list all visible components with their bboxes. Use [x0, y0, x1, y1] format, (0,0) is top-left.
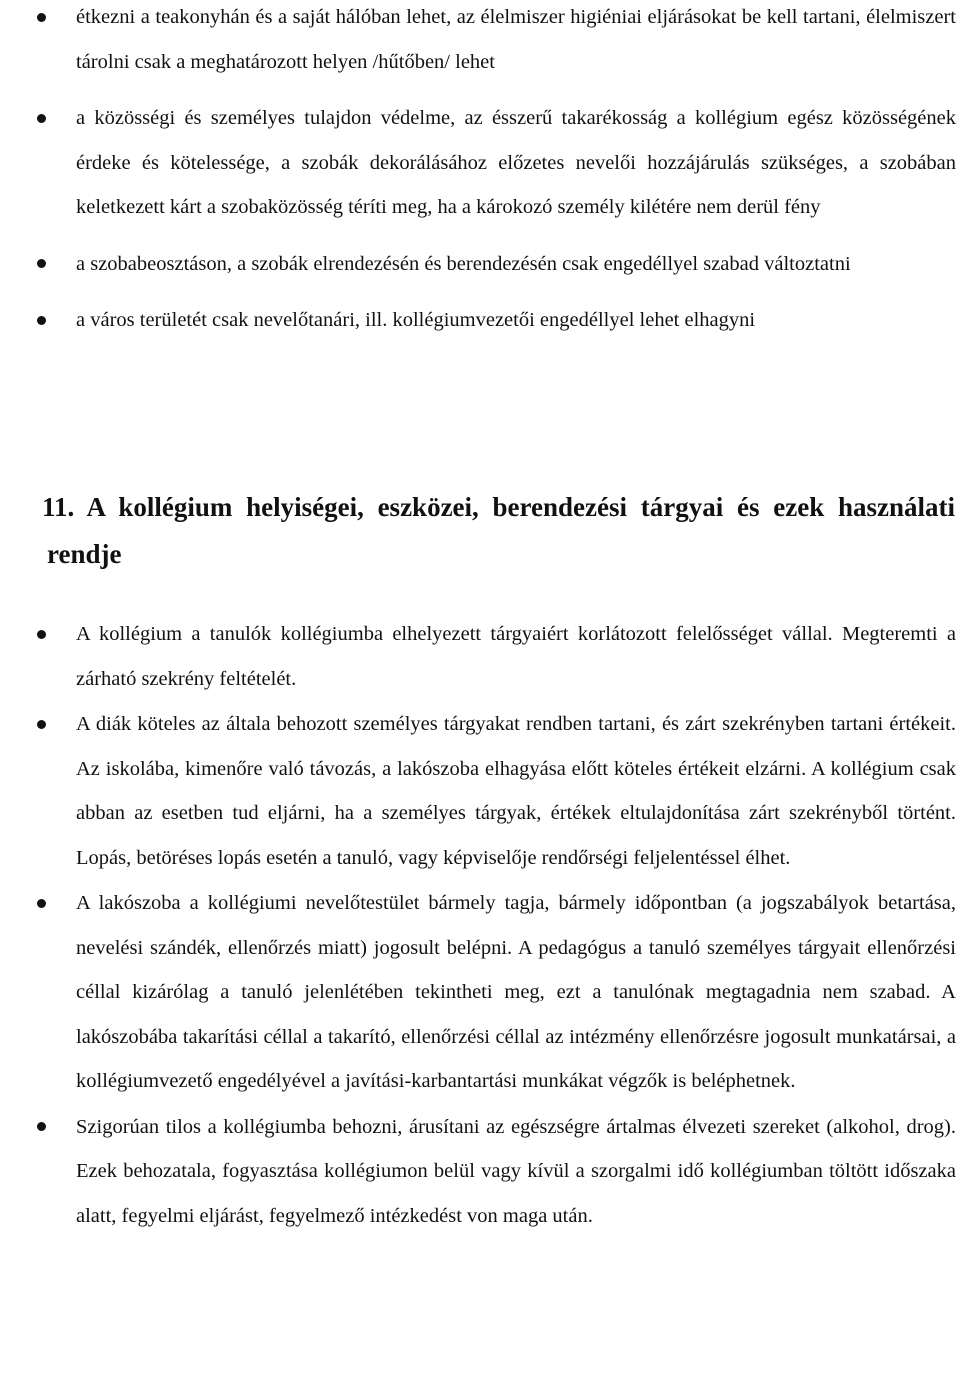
list-item	[0, 881, 960, 1104]
list-item	[0, 612, 960, 701]
bullet-icon	[37, 720, 46, 729]
bullet-icon	[37, 13, 46, 22]
rules-list	[0, 0, 960, 355]
list-item	[0, 298, 960, 343]
bullet-icon	[37, 259, 46, 268]
list-item	[0, 242, 960, 287]
list-item-text: étkezni a teakonyhán és a saját hálóban lehet, az élelmiszer higiéniai eljárásokat be kell tartani, élelmiszert tárolni csak a meghatározott helyen /hűtőben/ lehet	[76, 6, 956, 73]
section-heading	[42, 484, 956, 578]
list-item	[0, 1105, 960, 1239]
section-title: A kollégium helyiségei, eszközei, berendezési tárgyai és ezek használati rendje	[47, 492, 956, 569]
section-number: 11.	[42, 492, 75, 522]
list-item	[0, 0, 960, 84]
list-item	[0, 702, 960, 880]
bullet-icon	[37, 316, 46, 325]
list-item	[0, 96, 960, 230]
list-item-text: A diák köteles az általa behozott személyes tárgyakat rendben tartani, és zárt szekrényben tartani értékeit. Az iskolába, kimenőre való távozás, a lakószoba elhagyása előtt köteles értékeit elzárni. A kollégium csak abban az esetben tud eljárni, ha a személyes tárgyak, értékek eltulajdonítása zárt szekrényből történt. Lopás, betöréses lopás esetén a tanuló, vagy képviselője rendőrségi feljelentéssel élhet.	[76, 713, 956, 869]
list-item-text: A lakószoba a kollégiumi nevelőtestület bármely tagja, bármely időpontban (a jogszabályok betartása, nevelési szándék, ellenőrzés miatt) jogosult belépni. A pedagógus a tanuló személyes tárgyait ellenőrzési céllal kizárólag a tanuló jelenlétében tekintheti meg, ezt a tanulónak megtagadnia nem szabad. A lakószobába takarítási céllal a takarító, ellenőrzési céllal az intézmény ellenőrzésre jogosult munkatársai, a kollégiumvezető engedélyével a javítási-karbantartási munkákat végzők is beléphetnek.	[76, 892, 956, 1092]
list-item-text: Szigorúan tilos a kollégiumba behozni, árusítani az egészségre ártalmas élvezeti szereket (alkohol, drog). Ezek behozatala, fogyasztása kollégiumon belül vagy kívül a szorgalmi idő kollégiumban töltött időszaka alatt, fegyelmi eljárást, fegyelmező intézkedést von maga után.	[76, 1115, 956, 1227]
bullet-icon	[37, 114, 46, 123]
list-item-text: A kollégium a tanulók kollégiumba elhelyezett tárgyaiért korlátozott felelősséget vállal. Megteremti a zárható szekrény feltételét.	[76, 623, 956, 690]
section-list	[0, 612, 960, 1239]
bullet-icon	[37, 899, 46, 908]
list-item-text: a város területét csak nevelőtanári, ill. kollégiumvezetői engedéllyel lehet elhagyni	[76, 309, 756, 331]
bullet-icon	[37, 1122, 46, 1131]
bullet-icon	[37, 630, 46, 639]
list-item-text: a közösségi és személyes tulajdon védelme, az ésszerű takarékosság a kollégium egész közösségének érdeke és kötelessége, a szobák dekorálásához előzetes nevelői hozzájárulás szükséges, a szobában keletkezett kárt a szobaközösség téríti meg, ha a károkozó személy kilétére nem derül fény	[76, 107, 956, 218]
list-item-text: a szobabeosztáson, a szobák elrendezésén és berendezésén csak engedéllyel szabad változtatni	[76, 252, 851, 275]
